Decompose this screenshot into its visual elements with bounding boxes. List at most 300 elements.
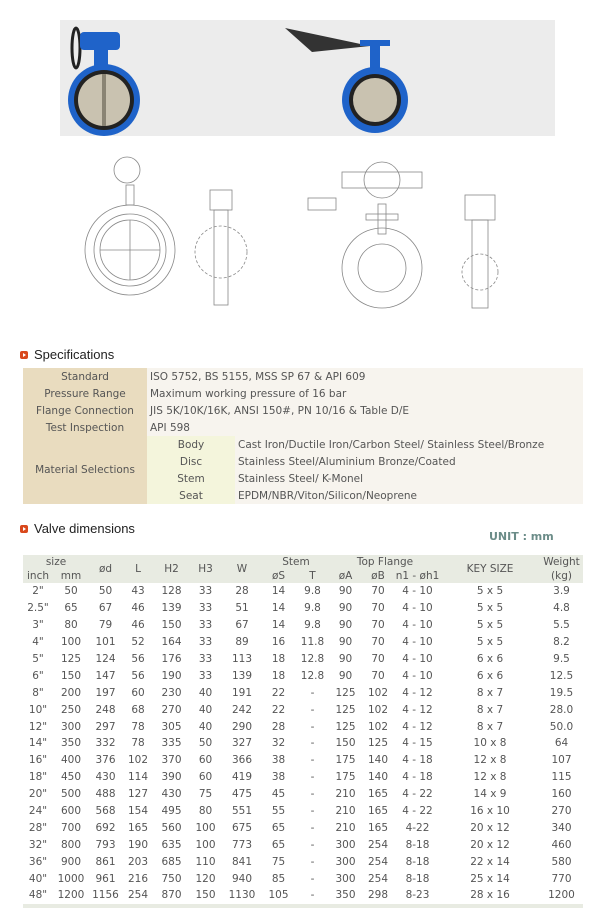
table-cell: 175 (335, 771, 356, 784)
table-cell: 60 (131, 686, 145, 699)
table-cell: 200 (60, 686, 82, 699)
table-cell: 75 (198, 788, 213, 801)
table-cell: 270 (551, 805, 572, 818)
table-cell: 900 (60, 855, 82, 868)
table-cell: 390 (161, 771, 182, 784)
table-cell: 350 (330, 887, 361, 906)
table-cell: 70 (371, 602, 385, 615)
bullet-icon (20, 351, 28, 359)
table-cell: 80 (64, 619, 78, 632)
table-cell: 28 (235, 585, 249, 598)
table-cell: 75 (271, 855, 286, 868)
table-cell: 24" (28, 805, 48, 818)
table-cell: 40" (28, 872, 48, 885)
table-cell: 113 (231, 653, 253, 665)
table-cell: 150 (189, 887, 222, 906)
table-cell: 128 (161, 585, 182, 598)
table-cell: 45 (271, 788, 286, 801)
material-row: Material Selections Body Cast Iron/Ductile Iron/Carbon Steel/ Stainless Steel/Bronze (23, 436, 583, 453)
table-cell: 14" (28, 737, 48, 750)
spec-row: Test Inspection API 598 (23, 419, 583, 436)
specifications-table (23, 368, 583, 504)
table-cell: 800 (60, 838, 82, 851)
table-cell: 20" (28, 788, 48, 801)
table-cell: 770 (551, 872, 572, 885)
table-cell: 79 (98, 619, 113, 632)
table-row (23, 684, 583, 701)
table-cell: 254 (367, 838, 389, 851)
table-cell: 18" (28, 771, 48, 784)
table-cell: 101 (95, 636, 116, 649)
table-cell: 6 x 6 (476, 653, 504, 665)
table-cell: 70 (371, 669, 385, 682)
table-cell: 3" (32, 619, 44, 632)
table-cell: 43 (131, 585, 145, 598)
table-cell: 430 (95, 771, 116, 784)
table-cell: 70 (371, 636, 385, 649)
table-cell: 332 (95, 737, 116, 750)
table-cell: 52 (131, 636, 145, 649)
table-row (23, 651, 583, 668)
table-cell: 692 (95, 821, 116, 834)
table-cell: 635 (161, 838, 182, 851)
spec-row: Flange Connection JIS 5K/10K/16K, ANSI 150#, PN 10/16 & Table D/E (23, 402, 583, 419)
table-cell: 1156 (89, 887, 122, 906)
table-cell: 50.0 (549, 720, 574, 733)
table-cell: 12.5 (549, 669, 574, 682)
table-cell: 8" (32, 686, 44, 699)
table-cell: 4 - 10 (402, 585, 433, 598)
table-row (23, 819, 583, 836)
table-cell: 5" (32, 653, 44, 665)
spec-row: Pressure Range Maximum working pressure of 16 bar (23, 385, 583, 402)
table-cell: 460 (551, 838, 572, 851)
table-cell: 139 (161, 602, 182, 615)
table-cell: 5 x 5 (476, 602, 504, 615)
table-cell: 100 (195, 821, 216, 834)
table-cell: 33 (198, 669, 213, 682)
table-cell: 25 x 14 (470, 872, 510, 885)
table-cell: 450 (60, 771, 82, 784)
valve-dimensions-heading: Valve dimensions (20, 521, 135, 536)
table-cell: 248 (95, 703, 116, 716)
product-photo-banner (60, 20, 555, 136)
table-cell: 750 (161, 872, 182, 885)
table-cell: 90 (338, 653, 353, 665)
technical-drawings (60, 140, 555, 315)
table-cell: 11.8 (300, 636, 325, 649)
table-cell: 551 (231, 805, 253, 818)
table-cell: 40 (198, 720, 213, 733)
table-cell: 8-18 (405, 855, 430, 868)
table-cell: 102 (367, 703, 389, 716)
table-cell: 9.8 (304, 585, 321, 598)
table-cell: 89 (235, 636, 249, 649)
table-cell: 28" (28, 821, 48, 834)
table-cell: 70 (371, 585, 385, 598)
table-cell: 4 - 22 (402, 805, 433, 818)
table-cell: 22 (271, 686, 286, 699)
table-cell: 254 (122, 887, 154, 906)
table-row (23, 836, 583, 853)
table-cell: 4.8 (553, 602, 570, 615)
table-cell: 773 (231, 838, 253, 851)
table-cell: 102 (127, 754, 149, 767)
table-cell: 14 (271, 585, 286, 598)
table-cell: 376 (95, 754, 116, 767)
table-cell: 78 (131, 720, 145, 733)
table-cell: 20 x 12 (470, 838, 510, 851)
table-row (23, 853, 583, 870)
table-cell: 50 (98, 585, 113, 598)
table-cell: 961 (95, 872, 116, 885)
table-cell: 366 (231, 754, 253, 767)
table-cell: 19.5 (549, 686, 574, 699)
table-row (23, 617, 583, 634)
table-cell: 38 (271, 771, 286, 784)
table-cell: 22 x 14 (470, 855, 510, 868)
table-cell: 20 x 12 (470, 821, 510, 834)
table-cell: 242 (231, 703, 253, 716)
table-cell: - (310, 821, 315, 834)
table-row (23, 803, 583, 820)
table-cell: - (310, 838, 315, 851)
table-cell: 8.2 (553, 636, 570, 649)
table-cell: 8-18 (405, 838, 430, 851)
table-cell: 38 (271, 754, 286, 767)
table-cell: 793 (95, 838, 116, 851)
table-cell: 1200 (53, 887, 89, 906)
table-cell: - (310, 737, 315, 750)
table-cell: 675 (231, 821, 253, 834)
table-cell: 90 (338, 602, 353, 615)
table-cell: - (310, 686, 315, 699)
table-cell: 700 (60, 821, 82, 834)
table-cell: - (310, 703, 315, 716)
table-cell: - (295, 887, 330, 906)
table-cell: 28 (271, 720, 286, 733)
table-cell: 33 (198, 585, 213, 598)
table-cell: 5 x 5 (476, 585, 504, 598)
gear-operated-valve-photo (68, 28, 140, 136)
table-cell: 568 (95, 805, 116, 818)
table-cell: 60 (198, 754, 213, 767)
valve-photos (60, 20, 555, 136)
table-cell: 114 (127, 771, 149, 784)
table-cell: 124 (95, 653, 116, 665)
table-cell: 9.8 (304, 619, 321, 632)
table-row (23, 769, 583, 786)
table-row (23, 634, 583, 651)
table-cell: 4 - 12 (402, 686, 433, 699)
table-cell: 16" (28, 754, 48, 767)
table-cell: 46 (131, 602, 145, 615)
table-cell: 28.0 (549, 703, 574, 716)
table-cell: 32" (28, 838, 48, 851)
table-row (23, 752, 583, 769)
table-cell: 10 x 8 (473, 737, 507, 750)
table-cell: 4 - 12 (402, 720, 433, 733)
table-cell: 4 - 15 (402, 737, 433, 750)
table-cell: 4 - 10 (402, 636, 433, 649)
table-cell: 90 (338, 669, 353, 682)
table-cell: 600 (60, 805, 82, 818)
table-cell: 370 (161, 754, 182, 767)
table-cell: 12.8 (300, 669, 325, 682)
table-cell: 327 (231, 737, 253, 750)
unit-label: UNIT : mm (489, 530, 554, 543)
table-cell: 940 (231, 872, 253, 885)
table-cell: 18 (271, 653, 286, 665)
table-cell: 580 (551, 855, 572, 868)
table-cell: - (310, 788, 315, 801)
table-cell: 4" (32, 636, 44, 649)
table-cell: 67 (98, 602, 113, 615)
lever-operated-valve-photo (285, 28, 408, 133)
table-cell: 125 (335, 686, 356, 699)
table-cell: 164 (161, 636, 182, 649)
table-cell: 10" (28, 703, 48, 716)
table-cell: 8 x 7 (476, 720, 504, 733)
table-cell: 6 x 6 (476, 669, 504, 682)
table-cell: 685 (161, 855, 182, 868)
table-cell: 419 (231, 771, 253, 784)
table-cell: 64 (554, 737, 569, 750)
table-cell: 4 - 18 (402, 754, 433, 767)
table-cell: 14 x 9 (473, 788, 507, 801)
table-row (23, 600, 583, 617)
table-cell: - (310, 771, 315, 784)
table-cell: 4 - 10 (402, 619, 433, 632)
table-row (23, 786, 583, 803)
table-cell: 70 (371, 619, 385, 632)
table-cell: 297 (95, 720, 116, 733)
table-cell: 2" (32, 585, 44, 598)
table-cell: 70 (371, 653, 385, 665)
table-cell: 18 (271, 669, 286, 682)
table-cell: 16 (271, 636, 286, 649)
table-cell: 4 - 12 (402, 703, 433, 716)
table-cell: 127 (127, 788, 149, 801)
specifications-heading: Specifications (20, 347, 114, 362)
table-cell: 165 (367, 805, 389, 818)
table-cell: 430 (161, 788, 182, 801)
table-cell: 160 (551, 788, 572, 801)
table-cell: 4 - 10 (402, 602, 433, 615)
table-cell: 100 (195, 838, 216, 851)
table-row (23, 735, 583, 752)
table-cell: 300 (60, 720, 82, 733)
table-cell: 67 (235, 619, 249, 632)
table-cell: 300 (335, 872, 356, 885)
table-cell: 115 (551, 771, 572, 784)
table-row (23, 701, 583, 718)
table-cell: 190 (127, 838, 149, 851)
table-cell: 32 (271, 737, 286, 750)
table-cell: 8-18 (405, 872, 430, 885)
table-cell: 65 (271, 821, 286, 834)
table-cell: 125 (367, 737, 389, 750)
table-row (23, 887, 583, 906)
table-cell: 147 (95, 669, 116, 682)
table-cell: 85 (271, 872, 286, 885)
table-cell: 90 (338, 636, 353, 649)
table-cell: 290 (231, 720, 253, 733)
table-cell: 33 (198, 653, 213, 665)
table-cell: 165 (127, 821, 149, 834)
table-cell: 107 (551, 754, 572, 767)
table-cell: 400 (60, 754, 82, 767)
table-cell: 3.9 (553, 585, 570, 598)
table-cell: 16 x 10 (470, 805, 510, 818)
table-cell: 14 (271, 619, 286, 632)
table-cell: 33 (198, 636, 213, 649)
table-cell: 254 (367, 872, 389, 885)
table-cell: 254 (367, 855, 389, 868)
table-cell: 560 (161, 821, 182, 834)
table-cell: 50 (64, 585, 78, 598)
table-cell: 68 (131, 703, 145, 716)
table-cell: 65 (271, 838, 286, 851)
table-cell: 305 (161, 720, 182, 733)
table-row (23, 718, 583, 735)
valve-dimensions-table: size ød L H2 H3 W Stem Top Flange KEY SIZE Weight inch mm øS T øA øB n1 - øh1 (kg) 2" 50 50 43 128 33 28 14 9.8 90 70 4 - 10 5 x 5 3.9 2.5" 65 67 46 139 33 51 14 9.8 90 70 4 - 10 5 x 5 4.8 3" 80 79 46 150 33 67 14 9.8 90 70 4 - 10 5 x 5 5.5 4" 100 101 52 164 33 89 16 11.8 90 70 4 - 10 5 x 5 8.2 5" 125 124 56 176 33 113 18 12.8 90 70 4 - 10 6 x 6 9.5 6" 150 147 56 190 33 139 18 12.8 90 70 4 - 10 6 x 6 12.5 8" 200 197 60 230 40 191 22 - 125 102 4 - 12 8 x 7 19.5 10" 250 248 68 270 40 242 22 - 125 102 4 - 12 8 x 7 28.0 12" 300 297 78 305 40 290 28 - 125 102 4 - 12 8 x 7 50.0 14" 350 332 78 335 50 327 32 - 150 125 4 - 15 10 x 8 64 16" 400 376 102 370 60 366 38 - 175 140 4 - 18 12 x 8 107 18" 450 430 114 390 60 419 38 - 175 140 4 - 18 12 x 8 115 20" 500 488 127 430 75 475 45 - 210 165 4 - 22 14 x 9 160 24" 600 568 154 495 80 551 55 - 210 165 4 - 22 16 x 10 270 28" 700 692 165 560 100 675 65 - 210 165 4-22 20 x 12 340 32" 800 793 190 635 100 773 65 - 300 254 8-18 20 x 12 460 36" 900 861 203 685 110 841 75 - 300 254 8-18 22 x 14 580 40" 1000 961 216 750 120 940 85 - 300 254 8-18 25 x 14 770 48" 1200 1156 254 870 150 1130 105 - 350 298 8-23 28 x 16 1200 (23, 555, 583, 908)
table-cell: 5.5 (553, 619, 570, 632)
table-cell: 14 (271, 602, 286, 615)
table-cell: 102 (367, 686, 389, 699)
table-cell: 12 x 8 (473, 754, 507, 767)
table-cell: - (310, 754, 315, 767)
table-row (23, 870, 583, 887)
table-cell: 488 (95, 788, 116, 801)
table-cell: 139 (231, 669, 253, 682)
table-cell: 335 (161, 737, 182, 750)
table-cell: 90 (338, 585, 353, 598)
table-cell: 90 (338, 619, 353, 632)
table-cell: 140 (367, 754, 389, 767)
table-cell: 841 (231, 855, 253, 868)
table-cell: 495 (161, 805, 182, 818)
table-cell: 5 x 5 (476, 636, 504, 649)
table-cell: 4 - 18 (402, 771, 433, 784)
table-cell: - (310, 872, 315, 885)
table-cell: 203 (127, 855, 149, 868)
table-cell: 36" (28, 855, 48, 868)
table-cell: - (310, 720, 315, 733)
table-cell: 9.8 (304, 602, 321, 615)
table-cell: 210 (335, 788, 356, 801)
table-cell: 125 (335, 703, 356, 716)
table-cell: 197 (95, 686, 116, 699)
table-cell: 22 (271, 703, 286, 716)
table-cell: 110 (195, 855, 216, 868)
table-cell: 5 x 5 (476, 619, 504, 632)
table-cell: 4 - 22 (402, 788, 433, 801)
table-cell: 12" (28, 720, 48, 733)
table-cell: 340 (551, 821, 572, 834)
table-cell: 40 (198, 686, 213, 699)
table-cell: 191 (231, 686, 253, 699)
table-cell: 120 (195, 872, 216, 885)
table-cell: 165 (367, 788, 389, 801)
table-cell: 150 (60, 669, 82, 682)
table-cell: 28 x 16 (440, 887, 540, 906)
table-cell: 125 (335, 720, 356, 733)
table-cell: 80 (198, 805, 213, 818)
bullet-icon (20, 525, 28, 533)
table-cell: 56 (131, 669, 145, 682)
table-cell: 150 (161, 619, 182, 632)
table-cell: - (310, 805, 315, 818)
table-cell: 350 (60, 737, 82, 750)
table-cell: 230 (161, 686, 182, 699)
table-cell: 100 (60, 636, 82, 649)
table-cell: 210 (335, 805, 356, 818)
table-cell: 1130 (222, 887, 262, 906)
table-cell: 55 (271, 805, 286, 818)
spec-row: Standard ISO 5752, BS 5155, MSS SP 67 & API 609 (23, 368, 583, 385)
table-cell: 4 - 10 (402, 653, 433, 665)
table-cell: 1200 (540, 887, 583, 906)
table-cell: 40 (198, 703, 213, 716)
table-cell: 8-23 (395, 887, 440, 906)
table-cell: 190 (161, 669, 182, 682)
table-row (23, 667, 583, 684)
table-cell: 298 (361, 887, 395, 906)
table-cell: 8 x 7 (476, 703, 504, 716)
table-cell: 270 (161, 703, 182, 716)
table-row (23, 583, 583, 600)
table-cell: 870 (154, 887, 189, 906)
table-cell: 175 (335, 754, 356, 767)
table-cell: 2.5" (27, 602, 49, 615)
table-cell: 56 (131, 653, 145, 665)
table-cell: 8 x 7 (476, 686, 504, 699)
table-cell: 33 (198, 602, 213, 615)
table-cell: 150 (335, 737, 356, 750)
table-cell: 475 (231, 788, 253, 801)
table-cell: 154 (127, 805, 149, 818)
table-cell: 78 (131, 737, 145, 750)
table-cell: 105 (262, 887, 295, 906)
table-cell: 140 (367, 771, 389, 784)
table-cell: 300 (335, 855, 356, 868)
table-cell: 33 (198, 619, 213, 632)
table-cell: 125 (60, 653, 82, 665)
table-cell: 165 (367, 821, 389, 834)
table-cell: - (310, 855, 315, 868)
table-cell: 60 (198, 771, 213, 784)
table-cell: 500 (60, 788, 82, 801)
table-cell: 250 (60, 703, 82, 716)
table-cell: 300 (335, 838, 356, 851)
table-cell: 48" (23, 887, 53, 906)
table-cell: 861 (95, 855, 116, 868)
table-cell: 12 x 8 (473, 771, 507, 784)
table-cell: 4-22 (405, 821, 430, 834)
material-row: Stem Stainless Steel/ K-Monel (23, 470, 583, 487)
table-cell: 1000 (57, 872, 85, 885)
table-cell: 4 - 10 (402, 669, 433, 682)
table-cell: 46 (131, 619, 145, 632)
table-cell: 9.5 (553, 653, 570, 665)
table-cell: 210 (335, 821, 356, 834)
table-cell: 12.8 (300, 653, 325, 665)
table-cell: 6" (32, 669, 44, 682)
table-cell: 102 (367, 720, 389, 733)
table-cell: 176 (161, 653, 182, 665)
table-cell: 65 (64, 602, 78, 615)
